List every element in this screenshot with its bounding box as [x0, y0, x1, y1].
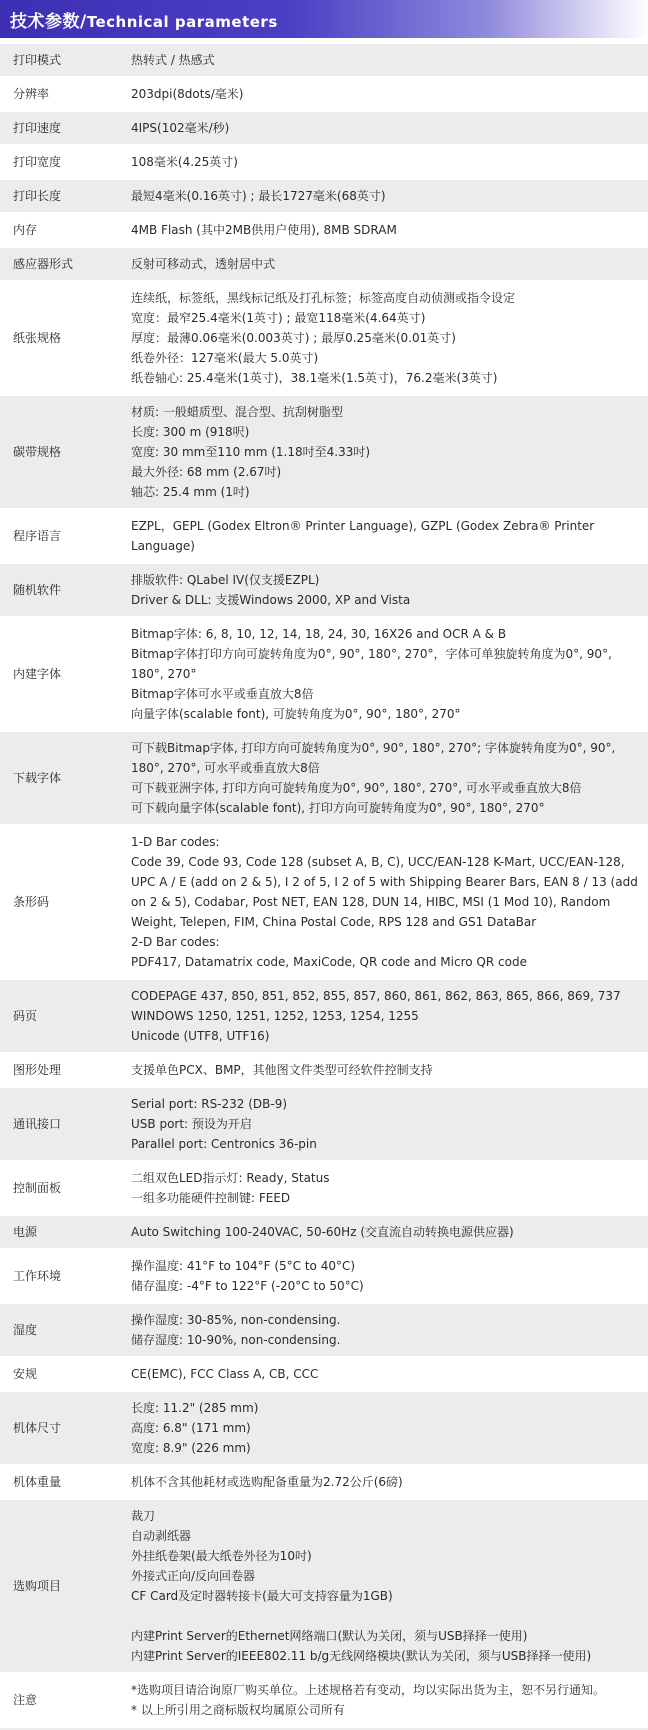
spec-value-line: 1-D Bar codes:	[131, 835, 220, 849]
spec-label: 电源	[0, 1216, 121, 1248]
section-title-en: Technical parameters	[86, 12, 278, 31]
spec-value-line: 储存温度: -4°F to 122°F (-20°C to 50°C)	[131, 1279, 364, 1293]
spec-value-line: 2-D Bar codes:	[131, 935, 220, 949]
spec-value-line: 宽度: 30 mm至110 mm (1.18吋至4.33吋)	[131, 445, 371, 459]
spec-value-line: 一组多功能硬件控制键: FEED	[131, 1191, 291, 1205]
spec-value-line: 203dpi(8dots/毫米)	[131, 87, 244, 101]
spec-value-line: 支援单色PCX、BMP，其他图文件类型可经软件控制支持	[131, 1063, 433, 1077]
section-title	[10, 7, 278, 32]
spec-row	[0, 1392, 648, 1464]
spec-row	[0, 1250, 648, 1302]
spec-value-line: EZPL，GEPL (Godex Eltron® Printer Language), GZPL (Godex Zebra® Printer Language)	[131, 519, 595, 553]
spec-value	[121, 396, 648, 508]
spec-value	[121, 180, 648, 212]
spec-value	[121, 1250, 648, 1302]
spec-value	[121, 980, 648, 1052]
spec-value-line: Bitmap字体可水平或垂直放大8倍	[131, 687, 314, 701]
spec-row	[0, 214, 648, 246]
spec-table-body	[0, 44, 648, 1726]
spec-value-line: 外接式正向/反向回卷器	[131, 1569, 256, 1583]
spec-label: 选购项目	[0, 1500, 121, 1672]
spec-value	[121, 618, 648, 730]
spec-value-line: 储存湿度: 10-90%, non-condensing.	[131, 1333, 341, 1347]
spec-value-line: Code 39, Code 93, Code 128 (subset A, B, C), UCC/EAN-128 K-Mart, UCC/EAN-128, UPC A / E (add on 2 & 5), I 2 of 5, I 2 of 5 with Shipping Bearer Bars, EAN 8 / 13 (add on 2 & 5), Codabar, Post NET, EAN 128, DUN 14, HIBC, MSI (1 Mod 10), Random Weight, Telepen, FIM, China Postal Code, RPS 128 and GS1 DataBar	[131, 855, 638, 929]
spec-value	[121, 732, 648, 824]
spec-label: 打印长度	[0, 180, 121, 212]
section-title-cn: 技术参数/	[10, 11, 87, 32]
spec-row	[0, 618, 648, 730]
spec-value-line: 操作湿度: 30-85%, non-condensing.	[131, 1313, 341, 1327]
spec-value	[121, 214, 648, 246]
spec-label: 碳带规格	[0, 396, 121, 508]
spec-value-line: 内建Print Server的Ethernet网络端口(默认为关闭，须与USB择择一使用)	[131, 1629, 528, 1643]
spec-value-line: Unicode (UTF8, UTF16)	[131, 1029, 270, 1043]
spec-row	[0, 1304, 648, 1356]
spec-value-line: Auto Switching 100-240VAC, 50-60Hz (交直流自动转换电源供应器)	[131, 1225, 514, 1239]
spec-value-line: 内建Print Server的IEEE802.11 b/g无线网络模块(默认为关闭，须与USB择择一使用)	[131, 1649, 592, 1663]
spec-label: 机体尺寸	[0, 1392, 121, 1464]
spec-label: 内建字体	[0, 618, 121, 730]
spec-row	[0, 1162, 648, 1214]
spec-value	[121, 1358, 648, 1390]
spec-value	[121, 1054, 648, 1086]
spec-value-line: 高度: 6.8" (171 mm)	[131, 1421, 251, 1435]
spec-row	[0, 1674, 648, 1726]
spec-value	[121, 564, 648, 616]
spec-value-line: Driver & DLL: 支援Windows 2000, XP and Vista	[131, 593, 411, 607]
spec-value-line: 可下载亚洲字体, 打印方向可旋转角度为0°, 90°, 180°, 270°, 可水平或垂直放大8倍	[131, 781, 582, 795]
spec-value-line: 外挂纸卷架(最大纸卷外径为10吋)	[131, 1549, 312, 1563]
spec-value	[121, 826, 648, 978]
spec-value-line: Serial port: RS-232 (DB-9)	[131, 1097, 288, 1111]
spec-value-line: PDF417, Datamatrix code, MaxiCode, QR code and Micro QR code	[131, 955, 527, 969]
spec-value-line: CE(EMC), FCC Class A, CB, CCC	[131, 1367, 319, 1381]
spec-label: 纸张规格	[0, 282, 121, 394]
spec-value-line: 宽度：最窄25.4毫米(1英寸) ; 最宽118毫米(4.64英寸)	[131, 311, 426, 325]
spec-row	[0, 282, 648, 394]
spec-value-line: 材质: 一般蜡质型、混合型、抗刮树脂型	[131, 405, 343, 419]
spec-value-line: 长度: 300 m (918呎)	[131, 425, 250, 439]
spec-table	[0, 42, 648, 1728]
spec-value	[121, 1466, 648, 1498]
spec-value	[121, 1500, 648, 1672]
spec-label: 打印模式	[0, 44, 121, 76]
spec-value-line: 最大外径: 68 mm (2.67吋)	[131, 465, 282, 479]
spec-label: 条形码	[0, 826, 121, 978]
spec-row	[0, 510, 648, 562]
spec-value-line: 厚度：最薄0.06毫米(0.003英寸) ; 最厚0.25毫米(0.01英寸)	[131, 331, 456, 345]
spec-value-line: 裁刀	[131, 1509, 156, 1523]
spec-value-line: 反射可移动式，透射居中式	[131, 257, 276, 271]
spec-value-line	[131, 1606, 642, 1626]
spec-value-line: 排版软件: QLabel IV(仅支援EZPL)	[131, 573, 320, 587]
spec-row	[0, 1466, 648, 1498]
spec-value-line: 可下载Bitmap字体, 打印方向可旋转角度为0°, 90°, 180°, 270°; 字体旋转角度为0°, 90°, 180°, 270°, 可水平或垂直放大8倍	[131, 741, 616, 775]
spec-label: 注意	[0, 1674, 121, 1726]
spec-row	[0, 564, 648, 616]
spec-value-line: 二组双色LED指示灯: Ready, Status	[131, 1171, 330, 1185]
spec-row	[0, 78, 648, 110]
spec-label: 机体重量	[0, 1466, 121, 1498]
spec-label: 分辨率	[0, 78, 121, 110]
spec-value-line: WINDOWS 1250, 1251, 1252, 1253, 1254, 1255	[131, 1009, 419, 1023]
spec-value	[121, 248, 648, 280]
spec-value-line: 热转式 / 热感式	[131, 53, 215, 67]
spec-value	[121, 1304, 648, 1356]
spec-row	[0, 826, 648, 978]
spec-row	[0, 180, 648, 212]
spec-value-line: 长度: 11.2" (285 mm)	[131, 1401, 259, 1415]
spec-value-line: Parallel port: Centronics 36-pin	[131, 1137, 317, 1151]
spec-row	[0, 396, 648, 508]
spec-value-line: CODEPAGE 437, 850, 851, 852, 855, 857, 860, 861, 862, 863, 865, 866, 869, 737	[131, 989, 621, 1003]
spec-value-line: 连续纸，标签纸，黑线标记纸及打孔标签；标签高度自动侦测或指令设定	[131, 291, 516, 305]
spec-value-line: 向量字体(scalable font), 可旋转角度为0°, 90°, 180°, 270°	[131, 707, 461, 721]
spec-value	[121, 282, 648, 394]
spec-label: 安规	[0, 1358, 121, 1390]
spec-value	[121, 112, 648, 144]
spec-value-line: 自动剥纸器	[131, 1529, 192, 1543]
spec-label: 控制面板	[0, 1162, 121, 1214]
spec-value-line: 108毫米(4.25英寸)	[131, 155, 238, 169]
spec-label: 打印速度	[0, 112, 121, 144]
spec-value-line: 纸卷外径：127毫米(最大 5.0英寸)	[131, 351, 319, 365]
spec-row	[0, 1088, 648, 1160]
spec-value-line: Bitmap字体打印方向可旋转角度为0°, 90°, 180°, 270°，字体可单独旋转角度为0°, 90°, 180°, 270°	[131, 647, 612, 681]
spec-value-line: * 以上所引用之商标版权均属原公司所有	[131, 1703, 345, 1717]
spec-row	[0, 1358, 648, 1390]
spec-value	[121, 510, 648, 562]
spec-label: 工作环境	[0, 1250, 121, 1302]
spec-value-line: CF Card及定时器转接卡(最大可支持容量为1GB)	[131, 1589, 393, 1603]
spec-row	[0, 1500, 648, 1672]
spec-value-line: 轴芯: 25.4 mm (1吋)	[131, 485, 250, 499]
spec-label: 内存	[0, 214, 121, 246]
spec-value-line: 操作温度: 41°F to 104°F (5°C to 40°C)	[131, 1259, 356, 1273]
section-header	[0, 0, 648, 38]
spec-label: 湿度	[0, 1304, 121, 1356]
spec-row	[0, 248, 648, 280]
spec-value	[121, 44, 648, 76]
spec-row	[0, 1216, 648, 1248]
spec-value	[121, 1674, 648, 1726]
spec-row	[0, 146, 648, 178]
spec-label: 通讯接口	[0, 1088, 121, 1160]
spec-label: 感应器形式	[0, 248, 121, 280]
spec-value-line: *选购项目请洽询原厂购买单位。上述规格若有变动，均以实际出货为主，恕不另行通知。	[131, 1683, 606, 1697]
spec-value	[121, 146, 648, 178]
spec-value-line: 4IPS(102毫米/秒)	[131, 121, 230, 135]
spec-row	[0, 980, 648, 1052]
spec-label: 下载字体	[0, 732, 121, 824]
spec-row	[0, 112, 648, 144]
spec-value	[121, 1216, 648, 1248]
spec-row	[0, 44, 648, 76]
spec-value-line: 纸卷轴心: 25.4毫米(1英寸)，38.1毫米(1.5英寸)，76.2毫米(3英寸)	[131, 371, 498, 385]
spec-value	[121, 1088, 648, 1160]
spec-row	[0, 732, 648, 824]
spec-value	[121, 78, 648, 110]
spec-value-line: 宽度: 8.9" (226 mm)	[131, 1441, 251, 1455]
spec-label: 码页	[0, 980, 121, 1052]
spec-value-line: 最短4毫米(0.16英寸) ; 最长1727毫米(68英寸)	[131, 189, 386, 203]
spec-value-line: 机体不含其他耗材或选购配备重量为2.72公斤(6磅)	[131, 1475, 403, 1489]
spec-value-line: Bitmap字体: 6, 8, 10, 12, 14, 18, 24, 30, 16X26 and OCR A & B	[131, 627, 507, 641]
spec-label: 程序语言	[0, 510, 121, 562]
spec-value-line: USB port: 预设为开启	[131, 1117, 252, 1131]
spec-value	[121, 1392, 648, 1464]
spec-value-line: 可下载向量字体(scalable font), 打印方向可旋转角度为0°, 90°, 180°, 270°	[131, 801, 545, 815]
spec-label: 图形处理	[0, 1054, 121, 1086]
spec-value	[121, 1162, 648, 1214]
spec-row	[0, 1054, 648, 1086]
spec-label: 打印宽度	[0, 146, 121, 178]
spec-value-line: 4MB Flash (其中2MB供用户使用), 8MB SDRAM	[131, 223, 397, 237]
spec-label: 随机软件	[0, 564, 121, 616]
